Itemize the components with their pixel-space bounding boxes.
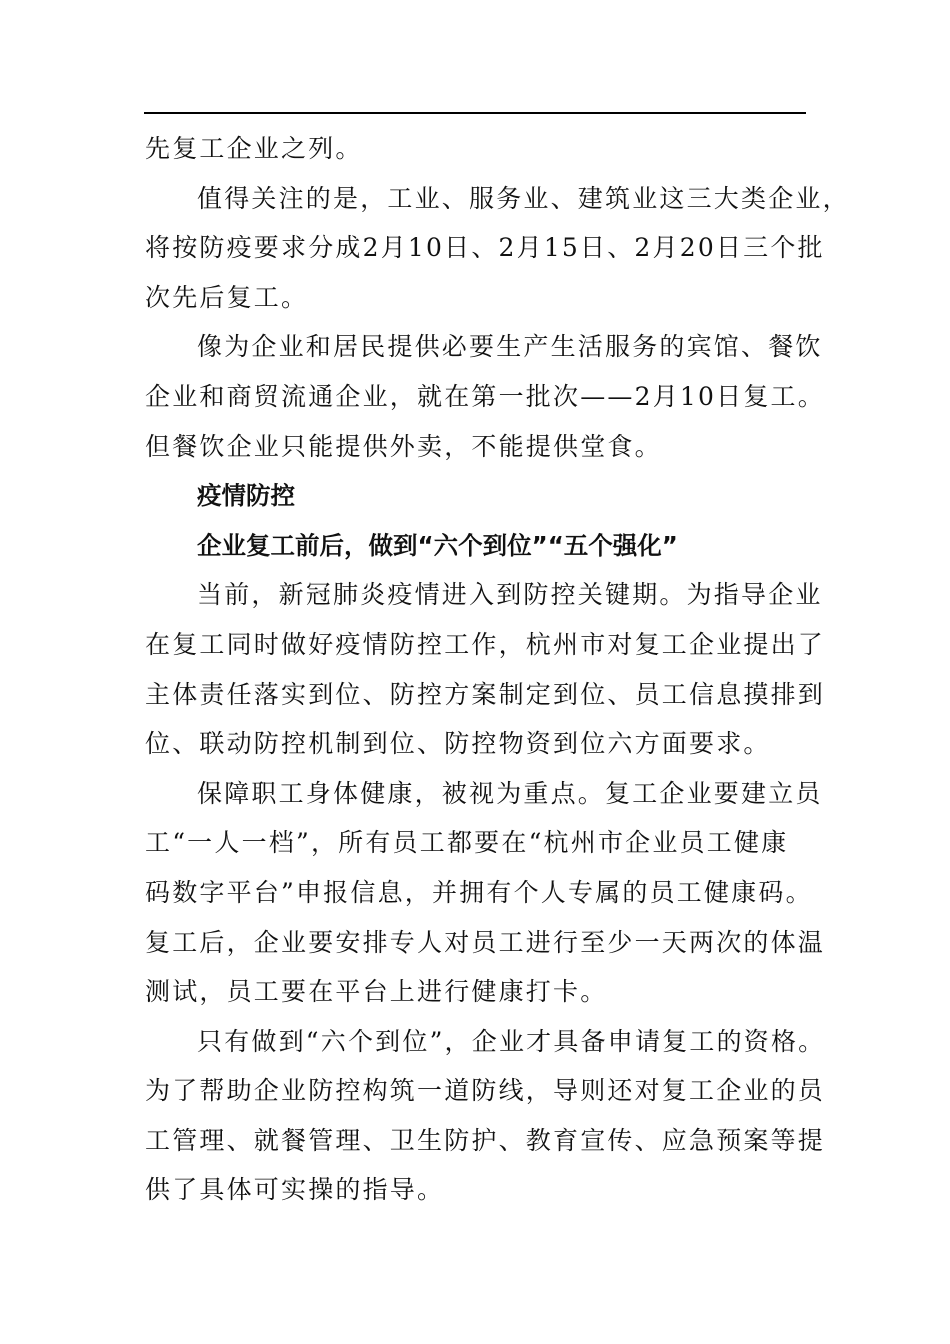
text-line: 复工后，企业要安排专人对员工进行至少一天两次的体温: [145, 927, 826, 957]
section-heading: 疫情防控: [197, 481, 295, 511]
text-line: 像为企业和居民提供必要生产生活服务的宾馆、餐饮: [197, 332, 823, 362]
text-line: 先复工企业之列。: [145, 134, 363, 163]
text-line: 工“一人一档”，所有员工都要在“杭州市企业员工健康: [145, 828, 789, 858]
text-line: 当前，新冠肺炎疫情进入到防控关键期。为指导企业: [197, 580, 823, 610]
text-line: 保障职工身体健康，被视为重点。复工企业要建立员: [197, 778, 823, 808]
text-line: 主体责任落实到位、防控方案制定到位、员工信息摸排到: [145, 679, 826, 709]
text-line: 次先后复工。: [145, 282, 309, 312]
text-line: 在复工同时做好疫情防控工作，杭州市对复工企业提出了: [145, 629, 826, 659]
text-line: 工管理、就餐管理、卫生防护、教育宣传、应急预案等提: [145, 1125, 826, 1155]
text-line: 码数字平台”申报信息，并拥有个人专属的员工健康码。: [145, 877, 813, 907]
text-line: 值得关注的是，工业、服务业、建筑业这三大类企业，: [197, 183, 850, 213]
text-line: 但餐饮企业只能提供外卖，不能提供堂食。: [145, 431, 662, 461]
text-line: 测试，员工要在平台上进行健康打卡。: [145, 977, 608, 1007]
article-body: [145, 124, 850, 1215]
text-line: 位、联动防控机制到位、防控物资到位六方面要求。: [145, 729, 771, 759]
text-line: 为了帮助企业防控构筑一道防线，导则还对复工企业的员: [145, 1076, 826, 1106]
text-line: 只有做到“六个到位”，企业才具备申请复工的资格。: [197, 1026, 826, 1056]
text-line: 将按防疫要求分成2月10日、2月15日、2月20日三个批: [145, 233, 825, 263]
text-line: 供了具体可实操的指导。: [145, 1175, 445, 1205]
text-line: 企业和商贸流通企业，就在第一批次——2月10日复工。: [145, 381, 825, 411]
section-subheading: 企业复工前后，做到“六个到位”“五个强化”: [197, 530, 678, 560]
header-rule: [144, 112, 806, 114]
